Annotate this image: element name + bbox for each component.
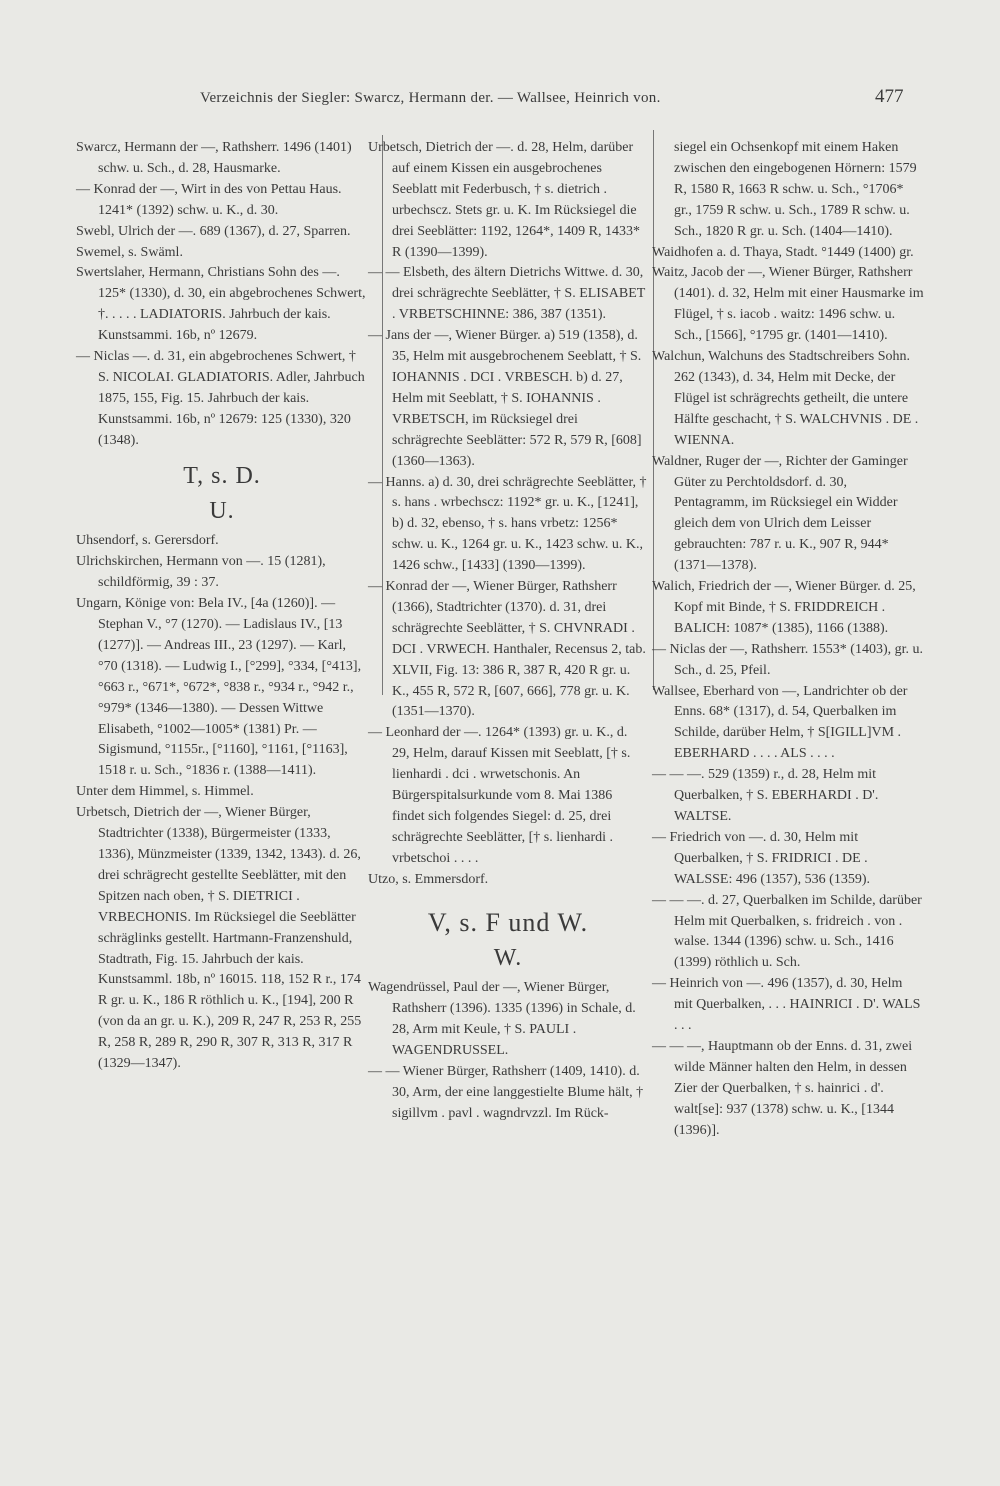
entry-wallsee-eberhard-2: — — —. 529 (1359) r., d. 28, Helm mit Querbalken, † S. EBERHARDI . D'. WALTSE. (652, 767, 879, 824)
column-right (652, 138, 924, 1142)
entry-urbetsch-konrad: — Konrad der —, Wiener Bürger, Rathsherr (1366), Stadtrichter (1370). d. 31, drei schrägrechte Seeblätter, † S. CHVNRADI . DCI . VRWECH. Hanthaler, Recensus 2, tab. XLVII, Fig. 13: 386 R, 387 R, 420 R gr. u. K., 455 R, 572 R, [607, 666], 778 gr. u. K. (1351—1370). (368, 579, 646, 720)
column-middle (368, 138, 648, 1125)
entry-waidhofen: Waidhofen a. d. Thaya, Stadt. °1449 (1400) gr. (652, 244, 914, 260)
entry-continuation: siegel ein Ochsenkopf mit einem Haken zwischen den eingebogenen Hörnern: 1579 R, 1580 R, 1663 R schw. u. Sch., °1706* gr., 1759 R schw. u. Sch., 1789 R schw. u. Sch., 1820 R gr. u. Sch. (1404—1410). (674, 140, 917, 239)
entry-swertslaher-niclas: — Niclas —. d. 31, ein abgebrochenes Schwert, † S. NICOLAI. GLADIATORIS. Adler, Jahrbuch 1875, 155, Fig. 15. Jahrbuch der kais. Kunstsammi. 16b, nº 12679: 125 (1330), 320 (1348). (76, 349, 365, 448)
entry-walchun: Walchun, Walchuns des Stadtschreibers Sohn. 262 (1343), d. 34, Helm mit Decke, der Flügel ist schrägrechts getheilt, die untere Hälfte geschacht, † S. WALCHVNIS . DE . WIENNA. (652, 349, 919, 448)
running-head: Verzeichnis der Siegler: Swarcz, Hermann der. — Wallsee, Heinrich von. (200, 90, 661, 106)
entry-waitz: Waitz, Jacob der —, Wiener Bürger, Rathsherr (1401). d. 32, Helm mit einer Hausmarke im Flügel, † s. iacob . waitz: 1496 schw. u. Sch., [1566], °1795 gr. (1401—1410). (652, 265, 924, 344)
section-heading-t: T, s. D. (183, 462, 261, 489)
section-heading-u: U. (209, 497, 235, 524)
entry-swemel: Swemel, s. Swäml. (76, 244, 183, 260)
entry-urbetsch-dietrich: Urbetsch, Dietrich der —, Wiener Bürger, Stadtrichter (1338), Bürgermeister (1333, 1336), Münzmeister (1339, 1342, 1343). d. 26, drei schrägrecht gestellte Seeblätter, mit den Spitzen nach oben, † S. DIETRICI . VRBECHONIS. Im Rücksiegel die Seeblätter schräglinks gestellt. Hartmann-Franzenshuld, Stadtrath, Fig. 15. Jahrbuch der kais. Kunstsamml. 18b, nº 16015. 118, 152 R r., 174 R gr. u. K., 186 R röthlich u. K., [194], 200 R (von da an gr. u. K.), 209 R, 247 R, 253 R, 255 R, 258 R, 289 R, 290 R, 307 R, 313 R, 317 R (1329—1347). (76, 805, 362, 1072)
entry-urbetsch-leonhard: — Leonhard der —. 1264* (1393) gr. u. K., d. 29, Helm, darauf Kissen mit Seeblatt, [† s. lienhardi . dci . wrwetschonis. An Bürgerspitalsurkunde vom 8. Mai 1386 findet sich folgendes Siegel: d. 25, drei schrägrechte Seeblätter, [† s. lienhardi . vrbetschoi . . . . (368, 725, 631, 866)
entry-ulrichskirchen: Ulrichskirchen, Hermann von —. 15 (1281), schildförmig, 39 : 37. (76, 554, 326, 591)
entry-walich-niclas: — Niclas der —, Rathsherr. 1553* (1403), gr. u. Sch., d. 25, Pfeil. (652, 641, 924, 678)
entry-wallsee-heinrich-2: — — —, Hauptmann ob der Enns. d. 31, zwei wilde Männer halten den Helm, in dessen Zier der Querbalken, † s. hainrici . d'. walt[se]: 937 (1378) schw. u. K., [1344 (1396)]. (652, 1038, 913, 1138)
entry-swarcz-konrad: — Konrad der —, Wirt in des von Pettau Haus. 1241* (1392) schw. u. K., d. 30. (76, 181, 342, 218)
entry-uhsendorf: Uhsendorf, s. Gerersdorf. (76, 533, 219, 549)
entry-urbetsch-elsbeth: — — Elsbeth, des ältern Dietrichs Wittwe. d. 30, drei schrägrechte Seeblätter, † S. ELISABET . VRBETSCHINNE: 386, 387 (1351). (368, 265, 646, 323)
entry-wallsee-friedrich: — Friedrich von —. d. 30, Helm mit Querbalken, † S. FRIDRICI . DE . WALSSE: 496 (1357), 536 (1359). (652, 829, 870, 887)
column-left (76, 138, 368, 1075)
entry-urbetsch-jans: — Jans der —, Wiener Bürger. a) 519 (1358), d. 35, Helm mit ausgebrochenem Seeblatt, † S. IOHANNIS . DCI . VRBESCH. b) d. 27, Helm mit Seeblatt, † S. IOHANNIS . VRBETSCH, im Rücksiegel drei schrägrechte Seeblätter: 572 R, 579 R, [608] (1360—1363). (368, 328, 642, 469)
entry-wagendruessel-paul: Wagendrüssel, Paul der —, Wiener Bürger, Rathsherr (1396). 1335 (1396) in Schale, d. 28, Arm mit Keule, † S. PAULI . WAGENDRUSSEL. (368, 980, 636, 1059)
entry-wallsee-heinrich: — Heinrich von —. 496 (1357), d. 30, Helm mit Querbalken, . . . HAINRICI . D'. WALS . . . (652, 976, 921, 1034)
page-header (0, 86, 1000, 116)
entry-waldner: Waldner, Ruger der —, Richter der Gaminger Güter zu Perchtoldsdorf. d. 30, Pentagramm, im Rücksiegel ein Widder gleich dem von Ulrich dem Leisser gebrauchten: 787 r. u. K., 907 R, 944* (1371—1378). (652, 453, 908, 574)
entry-walich-friedrich: Walich, Friedrich der —, Wiener Bürger. d. 25, Kopf mit Binde, † S. FRIDDREICH . BALICH: 1087* (1385), 1166 (1388). (652, 579, 916, 636)
entry-wagendruessel-2: — — Wiener Bürger, Rathsherr (1409, 1410). d. 30, Arm, der eine langgestielte Blume hält, † sigillvm . pavl . wagndrvzzl. Im Rück- (368, 1064, 644, 1121)
entry-unter-dem-himmel: Unter dem Himmel, s. Himmel. (76, 784, 254, 800)
entry-swarcz-hermann: Swarcz, Hermann der —, Rathsherr. 1496 (1401) schw. u. Sch., d. 28, Hausmarke. (76, 140, 352, 176)
entry-utzo: Utzo, s. Emmersdorf. (368, 871, 489, 887)
entry-wallsee-eberhard: Wallsee, Eberhard von —, Landrichter ob der Enns. 68* (1317), d. 54, Querbalken im Schilde, darüber Helm, † S[IGILL]VM . EBERHARD . . . . ALS . . . . (652, 683, 908, 762)
entry-wallsee-friedrich-2: — — —. d. 27, Querbalken im Schilde, darüber Helm mit Querbalken, s. fridreich . von . walse. 1344 (1396) schw. u. Sch., 1416 (1399) röthlich u. Sch. (652, 892, 922, 971)
entry-urbetsch-dietrich-2: Urbetsch, Dietrich der —. d. 28, Helm, darüber auf einem Kissen ein ausgebrochenes Seeblatt mit Federbusch, † s. dietrich . urbechscz. Stets gr. u. K. Im Rücksiegel die drei Seeblätter: 1192, 1264*, 1409 R, 1433* R (1390—1399). (368, 140, 640, 260)
section-heading-v: V, s. F und W. (427, 907, 589, 937)
entry-swebl: Swebl, Ulrich der —. 689 (1367), d. 27, Sparren. (76, 223, 351, 239)
entry-urbetsch-hanns: — Hanns. a) d. 30, drei schrägrechte Seeblätter, † s. hans . wrbechscz: 1192* gr. u. K., [1241], b) d. 32, ebenso, † s. hans vrbetz: 1256* schw. u. K., 1264 gr. u. K., 1423 schw. u. K., 1426 schw., [1433] (1390—1399). (368, 474, 647, 574)
entry-ungarn: Ungarn, Könige von: Bela IV., [4a (1260)]. — Stephan V., °7 (1270). — Ladislaus IV., [13 (1277)]. — Andreas III., 23 (1297). — Karl, °70 (1318). — Ludwig I., [°299], °334, [°413], °663 r., °671*, °672*, °838 r., °934 r., °942 r., °979* (1346—1380). — Dessen Wittwe Elisabeth, °1002—1005* (1381) Pr. — Sigismund, °1155r., [°1160], °1161, [°1163], 1518 r. u. Sch., °1836 r. (1388—1411). (76, 596, 362, 779)
entry-swertslaher-hermann: Swertslaher, Hermann, Christians Sohn des —. 125* (1330), d. 30, ein abgebrochenes Schwert, †. . . . . LADIATORIS. Jahrbuch der kais. Kunstsammi. 16b, nº 12679. (76, 265, 366, 344)
page-number: 477 (875, 86, 904, 107)
section-heading-w: W. (493, 944, 523, 971)
